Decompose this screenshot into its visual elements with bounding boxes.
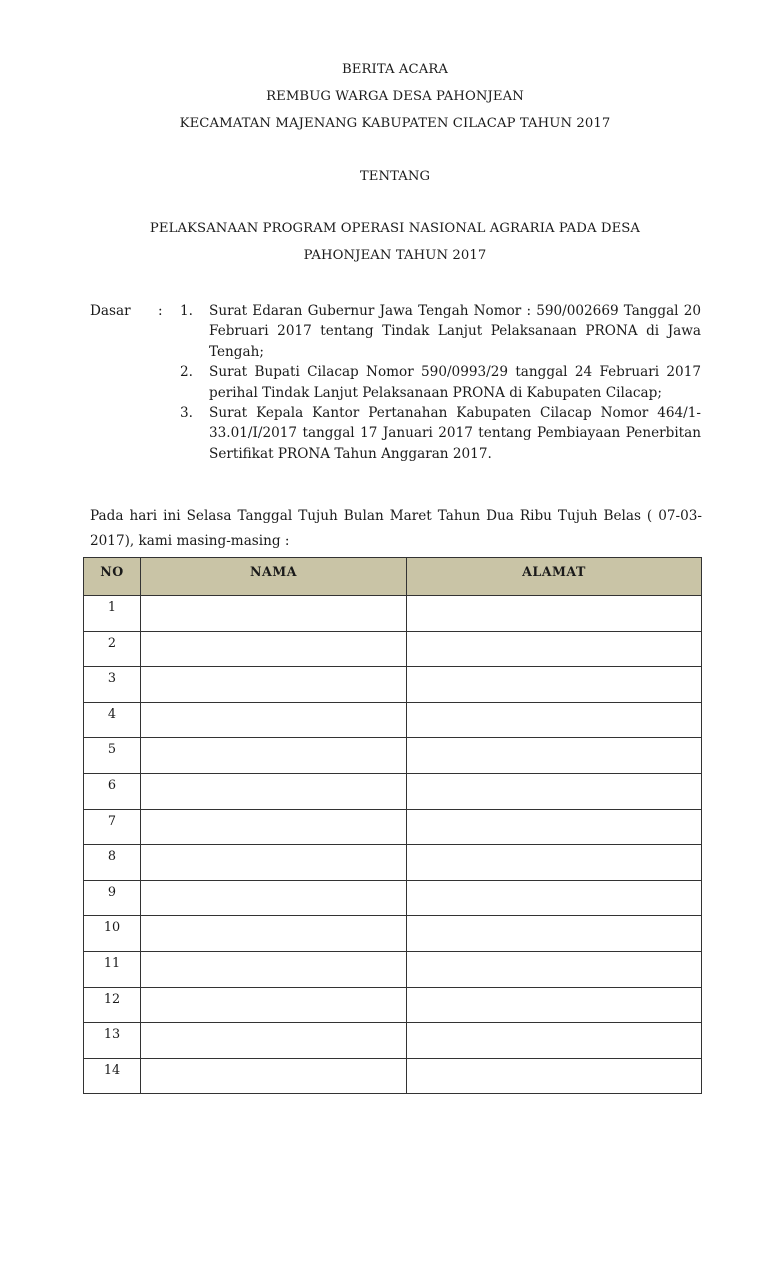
alamat-cell[interactable] [407, 667, 702, 703]
row-number: 3 [84, 667, 141, 703]
alamat-cell[interactable] [407, 845, 702, 881]
row-number: 11 [84, 951, 141, 987]
row-number: 1 [84, 596, 141, 632]
table-row [84, 702, 702, 738]
nama-cell[interactable] [141, 809, 407, 845]
doc-title: BERITA ACARA [341, 62, 449, 77]
table-row [84, 987, 702, 1023]
alamat-cell[interactable] [407, 880, 702, 916]
row-number: 14 [84, 1058, 141, 1094]
dasar-label: Dasar [90, 303, 131, 319]
row-number: 10 [84, 916, 141, 952]
table-row [84, 667, 702, 703]
dasar-item [180, 403, 701, 464]
column-header-nama: NAMA [141, 558, 407, 596]
row-number: 6 [84, 773, 141, 809]
nama-cell[interactable] [141, 702, 407, 738]
doc-subject-line1: PELAKSANAAN PROGRAM OPERASI NASIONAL AGRARIA PADA DESA [149, 221, 641, 236]
table-row [84, 951, 702, 987]
table-header-row [84, 558, 702, 596]
column-header-alamat: ALAMAT [407, 558, 702, 596]
alamat-cell[interactable] [407, 916, 702, 952]
doc-tentang: TENTANG [359, 169, 431, 184]
dasar-item-number: 3. [180, 405, 193, 422]
table-row [84, 845, 702, 881]
dasar-colon: : [158, 303, 163, 319]
nama-cell[interactable] [141, 1023, 407, 1059]
alamat-cell[interactable] [407, 738, 702, 774]
dasar-item-text: Surat Kepala Kantor Pertanahan Kabupaten Cilacap Nomor 464/1-33.01/I/2017 tanggal 17 Januari 2017 tentang Pembiayaan Penerbitan Sertifikat PRONA Tahun Anggaran 2017. [209, 405, 701, 462]
nama-cell[interactable] [141, 1058, 407, 1094]
table-row [84, 1023, 702, 1059]
alamat-cell[interactable] [407, 1023, 702, 1059]
nama-cell[interactable] [141, 951, 407, 987]
dasar-item-text: Surat Bupati Cilacap Nomor 590/0993/29 tanggal 24 Februari 2017 perihal Tindak Lanjut Pelaksanaan PRONA di Kabupaten Cilacap; [209, 364, 701, 401]
dasar-item [180, 301, 701, 362]
row-number: 5 [84, 738, 141, 774]
table-row [84, 880, 702, 916]
table-row [84, 916, 702, 952]
row-number: 4 [84, 702, 141, 738]
table-row [84, 773, 702, 809]
nama-cell[interactable] [141, 880, 407, 916]
doc-subtitle-district: KECAMATAN MAJENANG KABUPATEN CILACAP TAHUN 2017 [179, 116, 611, 131]
doc-subtitle-village: REMBUG WARGA DESA PAHONJEAN [266, 89, 524, 104]
nama-cell[interactable] [141, 773, 407, 809]
alamat-cell[interactable] [407, 987, 702, 1023]
nama-cell[interactable] [141, 987, 407, 1023]
row-number: 7 [84, 809, 141, 845]
nama-cell[interactable] [141, 845, 407, 881]
attendance-table [83, 557, 702, 1094]
nama-cell[interactable] [141, 631, 407, 667]
alamat-cell[interactable] [407, 596, 702, 632]
alamat-cell[interactable] [407, 773, 702, 809]
alamat-cell[interactable] [407, 1058, 702, 1094]
nama-cell[interactable] [141, 738, 407, 774]
table-row [84, 596, 702, 632]
nama-cell[interactable] [141, 916, 407, 952]
alamat-cell[interactable] [407, 631, 702, 667]
dasar-item-number: 2. [180, 364, 193, 381]
dasar-item [180, 362, 701, 403]
row-number: 8 [84, 845, 141, 881]
dasar-list [180, 301, 701, 464]
alamat-cell[interactable] [407, 702, 702, 738]
table-row [84, 631, 702, 667]
dasar-item-number: 1. [180, 303, 193, 319]
table-row [84, 809, 702, 845]
table-row [84, 1058, 702, 1094]
column-header-no: NO [84, 558, 141, 596]
table-row [84, 738, 702, 774]
row-number: 2 [84, 631, 141, 667]
row-number: 12 [84, 987, 141, 1023]
nama-cell[interactable] [141, 596, 407, 632]
doc-subject-line2: PAHONJEAN TAHUN 2017 [303, 248, 487, 263]
intro-paragraph: Pada hari ini Selasa Tanggal Tujuh Bulan Maret Tahun Dua Ribu Tujuh Belas ( 07-03-2017), kami masing-masing : [90, 508, 702, 549]
nama-cell[interactable] [141, 667, 407, 703]
dasar-item-text: Surat Edaran Gubernur Jawa Tengah Nomor : 590/002669 Tanggal 20 Februari 2017 tentang Tindak Lanjut Pelaksanaan PRONA di Jawa Tengah; [209, 303, 701, 360]
alamat-cell[interactable] [407, 951, 702, 987]
row-number: 13 [84, 1023, 141, 1059]
alamat-cell[interactable] [407, 809, 702, 845]
row-number: 9 [84, 880, 141, 916]
